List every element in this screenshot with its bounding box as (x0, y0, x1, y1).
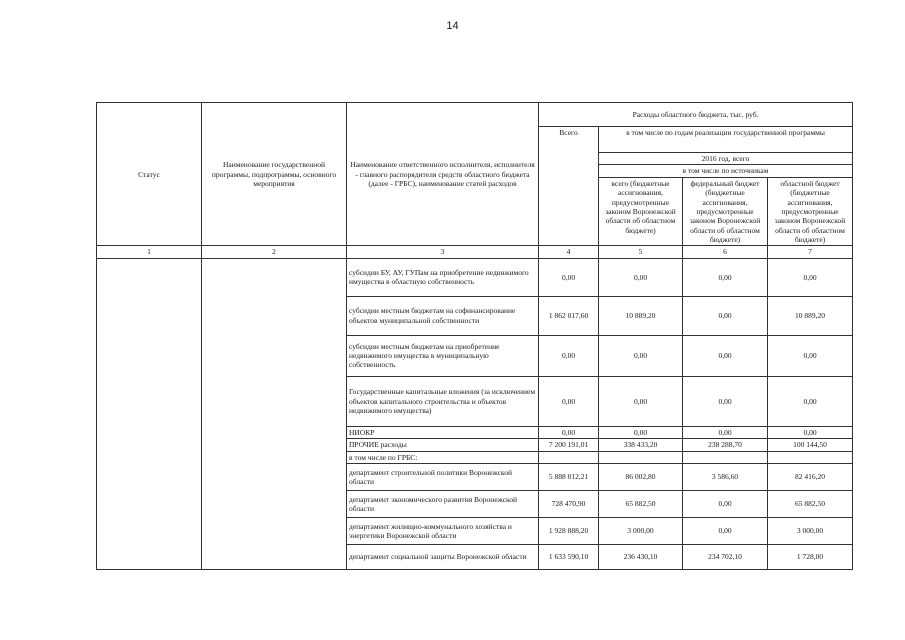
header-source-total: всего (бюджетные ассигнования, предусмотренные законом Воронежской области об областном бюджете) (599, 177, 683, 246)
row-regional: 65 882,50 (768, 490, 853, 517)
row-source-total: 236 430,10 (599, 544, 683, 569)
row-regional: 10 889,20 (768, 296, 853, 335)
row-federal (683, 451, 768, 463)
header-by-sources: в том числе по источникам (599, 165, 853, 177)
column-number: 7 (768, 246, 853, 258)
column-number: 2 (202, 246, 347, 258)
header-expenses: Расходы областного бюджета, тыс. руб. (539, 103, 853, 127)
column-number: 4 (539, 246, 599, 258)
header-program: Наименование государственной программы, подпрограммы, основного мероприятия (202, 103, 347, 246)
row-regional: 1 728,00 (768, 544, 853, 569)
row-source-total: 65 882,50 (599, 490, 683, 517)
header-total: Всего (539, 127, 599, 246)
row-regional: 0,00 (768, 335, 853, 376)
row-label: Государственные капитальные вложения (за исключением объектов капитального строительства и объектов недвижимого имущества) (347, 376, 539, 426)
row-label: департамент экономического развития Воронежской области (347, 490, 539, 517)
row-total: 0,00 (539, 335, 599, 376)
row-total: 5 888 012,21 (539, 463, 599, 490)
column-number: 6 (683, 246, 768, 258)
row-source-total: 0,00 (599, 426, 683, 438)
header-by-years: в том числе по годам реализации государственной программы (599, 127, 853, 153)
row-label: ПРОЧИЕ расходы (347, 439, 539, 451)
row-source-total: 338 433,20 (599, 439, 683, 451)
table-row (97, 258, 853, 296)
row-federal: 0,00 (683, 335, 768, 376)
row-federal: 3 586,60 (683, 463, 768, 490)
row-label: департамент социальной защиты Воронежской области (347, 544, 539, 569)
row-total: 728 470,90 (539, 490, 599, 517)
row-federal: 0,00 (683, 376, 768, 426)
row-regional (768, 451, 853, 463)
column-number-row (97, 246, 853, 258)
row-label: субсидии местным бюджетам на софинансирование объектов муниципальной собственности (347, 296, 539, 335)
row-federal: 0,00 (683, 490, 768, 517)
row-label: субсидии местным бюджетам на приобретение недвижимого имущества в муниципальную собственность (347, 335, 539, 376)
row-federal: 234 702,10 (683, 544, 768, 569)
row-regional: 82 416,20 (768, 463, 853, 490)
row-total: 1 633 590,10 (539, 544, 599, 569)
header-status: Статус (97, 103, 202, 246)
row-label: НИОКР (347, 426, 539, 438)
row-source-total: 86 002,80 (599, 463, 683, 490)
row-regional: 0,00 (768, 376, 853, 426)
program-cell (202, 258, 347, 569)
row-label: департамент строительной политики Воронежской области (347, 463, 539, 490)
row-federal: 0,00 (683, 517, 768, 544)
row-source-total (599, 451, 683, 463)
header-year: 2016 год, всего (599, 153, 853, 165)
row-regional: 100 144,50 (768, 439, 853, 451)
header-executor: Наименование ответственного исполнителя, исполнителя - главного распорядителя средств областного бюджета (далее - ГРБС), наименование статей расходов (347, 103, 539, 246)
page-number: 14 (446, 20, 459, 32)
row-federal: 0,00 (683, 296, 768, 335)
row-label: департамент жилищно-коммунального хозяйства и энергетики Воронежской области (347, 517, 539, 544)
row-total: 0,00 (539, 426, 599, 438)
row-source-total: 0,00 (599, 335, 683, 376)
row-total: 0,00 (539, 376, 599, 426)
row-total: 7 200 191,01 (539, 439, 599, 451)
column-number: 3 (347, 246, 539, 258)
row-source-total: 3 000,00 (599, 517, 683, 544)
row-source-total: 10 889,20 (599, 296, 683, 335)
budget-table (96, 102, 853, 570)
row-label: субсидии БУ, АУ, ГУПам на приобретение недвижимого имущества в областную собственность (347, 258, 539, 296)
column-number: 5 (599, 246, 683, 258)
status-cell (97, 258, 202, 569)
row-federal: 0,00 (683, 426, 768, 438)
row-source-total: 0,00 (599, 258, 683, 296)
row-federal: 238 288,70 (683, 439, 768, 451)
row-federal: 0,00 (683, 258, 768, 296)
row-source-total: 0,00 (599, 376, 683, 426)
row-label: в том числе по ГРБС: (347, 451, 539, 463)
column-number: 1 (97, 246, 202, 258)
row-regional: 0,00 (768, 258, 853, 296)
row-total: 1 928 888,20 (539, 517, 599, 544)
row-regional: 0,00 (768, 426, 853, 438)
row-regional: 3 000,00 (768, 517, 853, 544)
row-total (539, 451, 599, 463)
row-total: 0,00 (539, 258, 599, 296)
header-source-federal: федеральный бюджет (бюджетные ассигнования, предусмотренные законом Воронежской области об областном бюджете) (683, 177, 768, 246)
row-total: 1 862 017,60 (539, 296, 599, 335)
header-source-regional: областной бюджет (бюджетные ассигнования, предусмотренные законом Воронежской области об областном бюджете) (768, 177, 853, 246)
